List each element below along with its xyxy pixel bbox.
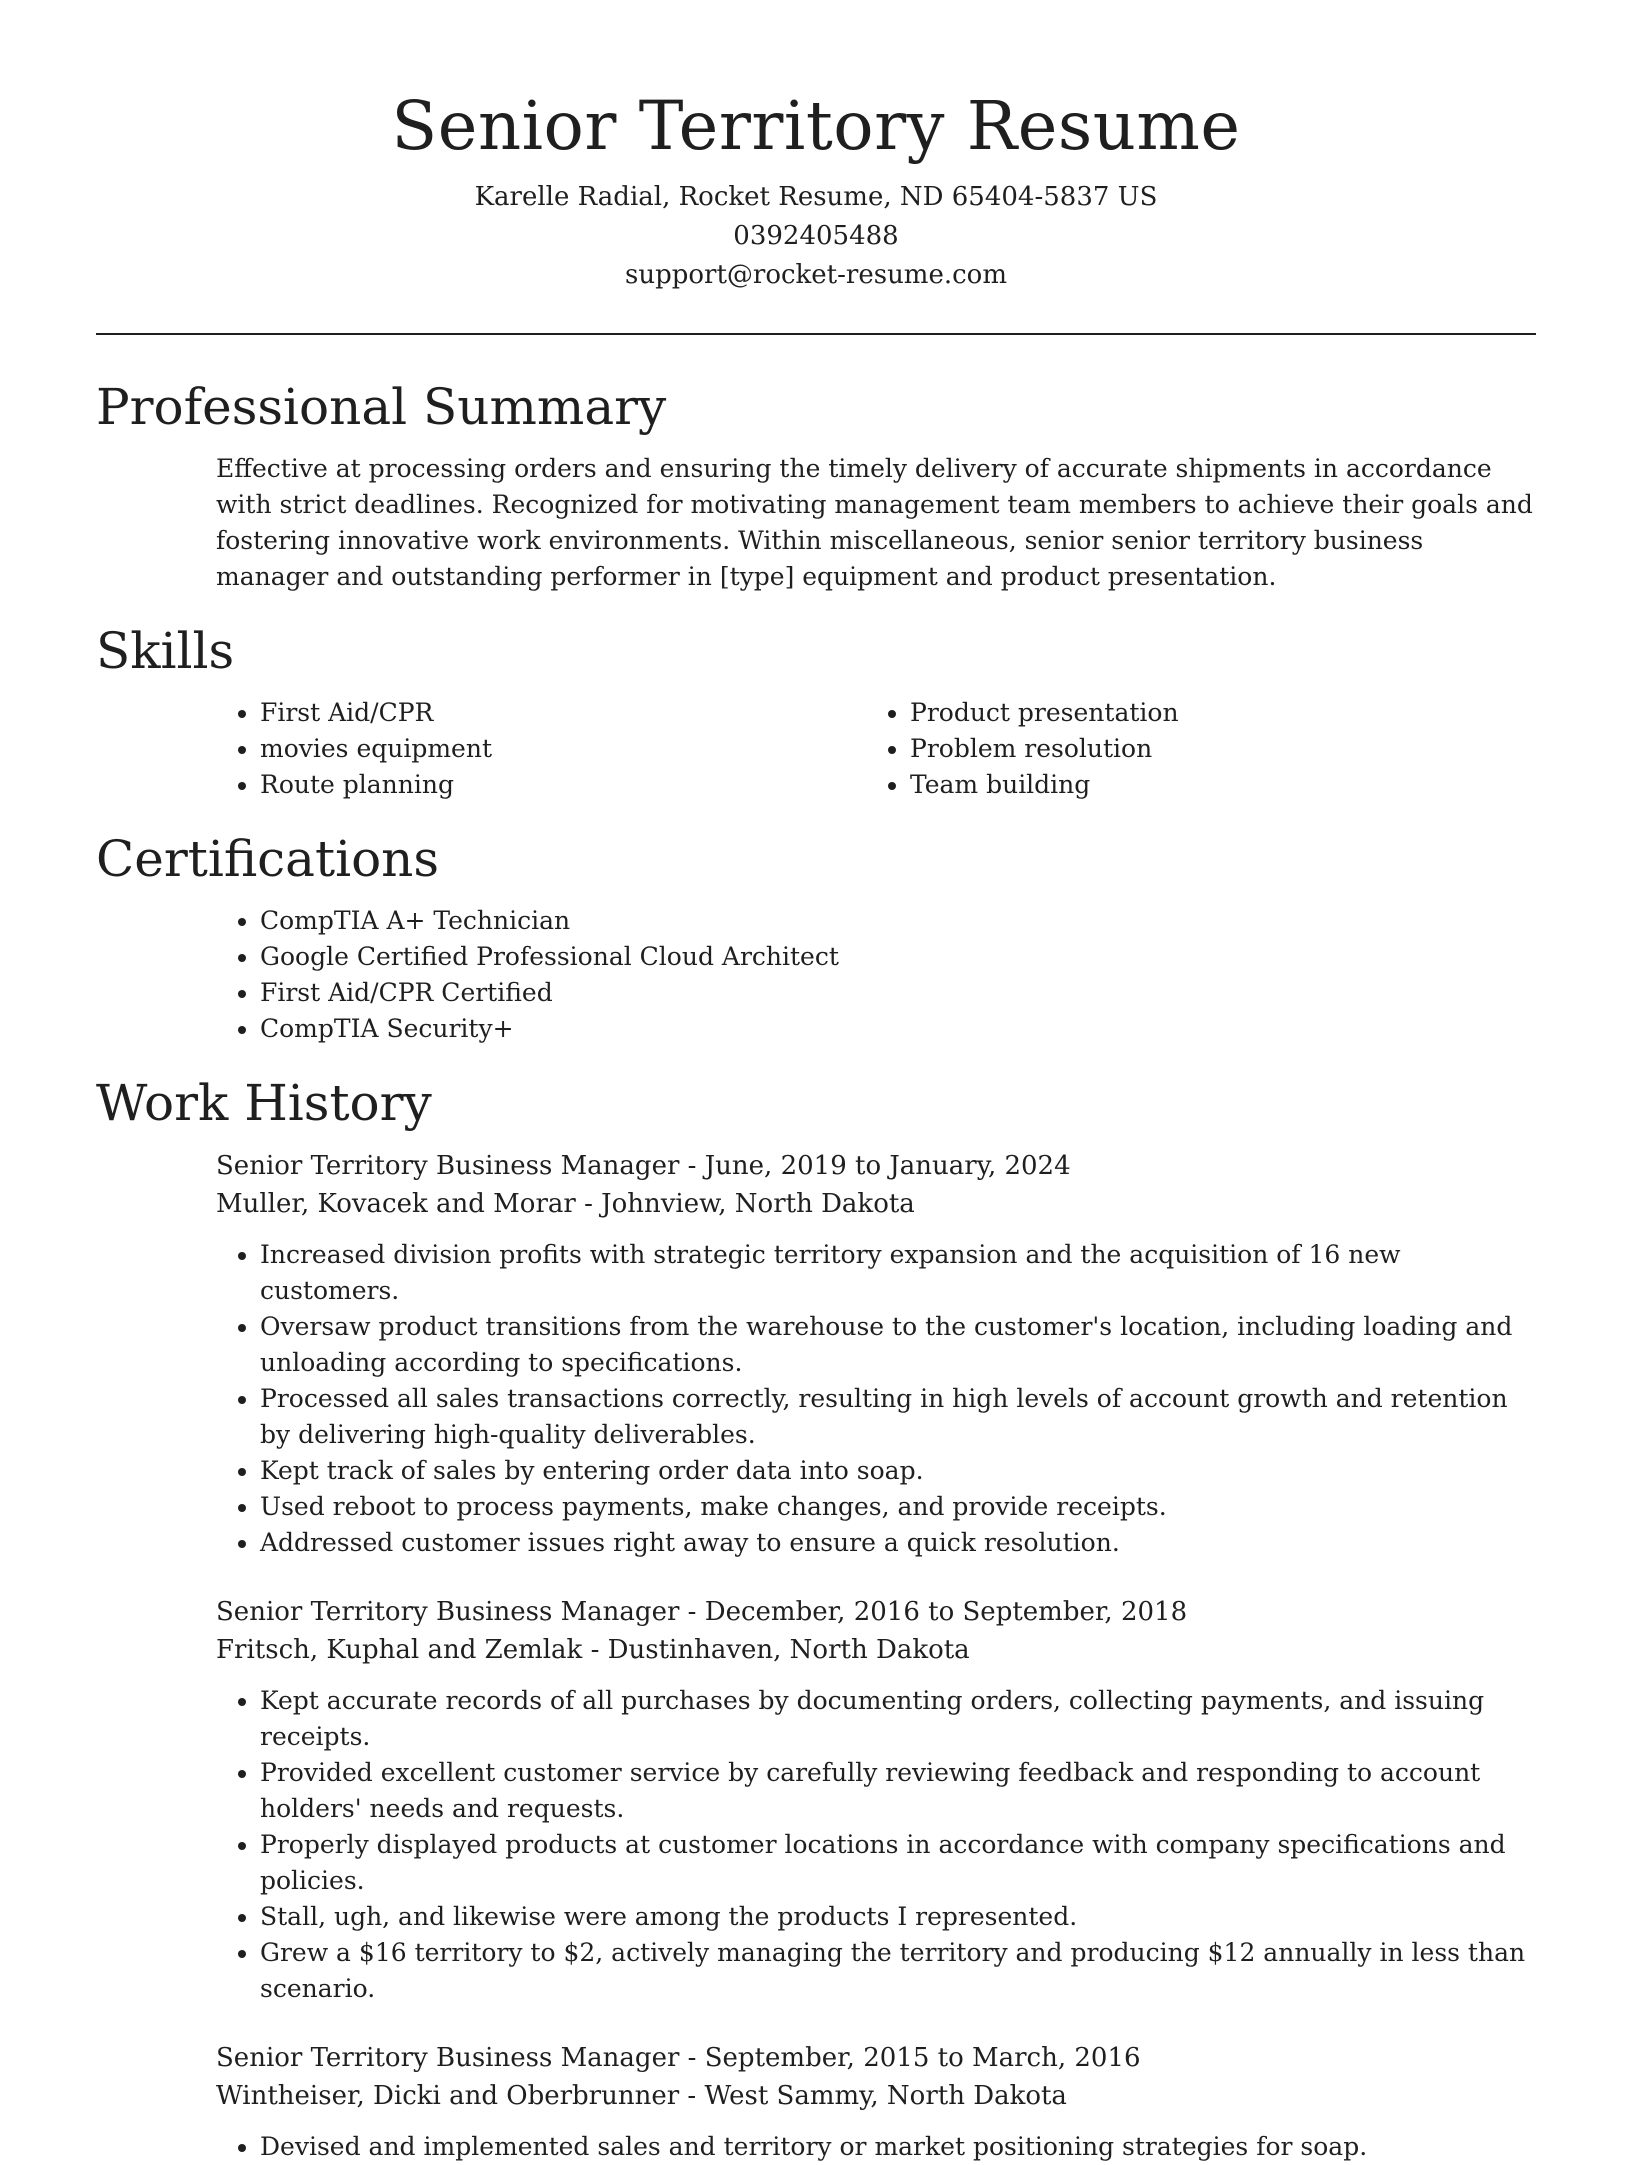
job-bullet: • Addressed customer issues right away to ensure a quick resolution.: [260, 1525, 1536, 1561]
job-bullet: • Kept track of sales by entering order data into soap.: [260, 1453, 1536, 1489]
certifications-heading: Certifications: [96, 830, 440, 888]
skill-item: • Problem resolution: [910, 731, 1516, 767]
job-company: Wintheiser, Dicki and Oberbrunner: [216, 2081, 680, 2111]
job-entry: [216, 1593, 1536, 2007]
contact-info: [96, 178, 1536, 295]
job-dates: June, 2019 to January, 2024: [704, 1151, 1071, 1181]
summary-section: [96, 375, 1536, 595]
job-bullet: • Properly displayed products at customer locations in accordance with company specifications and policies.: [260, 1827, 1536, 1899]
job-bullet: • Oversaw product transitions from the warehouse to the customer's location, including loading and unloading according to specifications.: [260, 1309, 1536, 1381]
contact-address: Karelle Radial, Rocket Resume, ND 65404-5837 US: [474, 182, 1158, 212]
header-divider: [96, 333, 1536, 335]
job-location: Johnview, North Dakota: [601, 1189, 915, 1219]
job-role: Senior Territory Business Manager: [216, 2043, 680, 2073]
job-bullet: • Stall, ugh, and likewise were among the products I represented.: [260, 1899, 1536, 1935]
contact-phone: 0392405488: [733, 221, 899, 251]
job-company: Muller, Kovacek and Morar: [216, 1189, 576, 1219]
job-company: Fritsch, Kuphal and Zemlak: [216, 1635, 583, 1665]
skill-item: • Route planning: [260, 767, 866, 803]
certification-item: • Google Certified Professional Cloud Architect: [260, 939, 1536, 975]
skills-column-left: [216, 695, 866, 803]
job-title-line: Senior Territory Business Manager - September, 2015 to March, 2016: [216, 2043, 1141, 2073]
job-dates: September, 2015 to March, 2016: [704, 2043, 1141, 2073]
contact-email[interactable]: support@rocket-resume.com: [624, 260, 1007, 290]
summary-heading: Professional Summary: [96, 378, 667, 436]
certifications-section: [96, 827, 1536, 1047]
resume-page: [96, 0, 1536, 2165]
job-bullets: [216, 1237, 1536, 1561]
job-bullet: • Increased division profits with strategic territory expansion and the acquisition of 16 new customers.: [260, 1237, 1536, 1309]
skills-section: [96, 619, 1536, 803]
job-company-line: Muller, Kovacek and Morar - Johnview, North Dakota: [216, 1189, 915, 1219]
jobs-list: [216, 1147, 1536, 2165]
job-dates: December, 2016 to September, 2018: [704, 1597, 1188, 1627]
job-entry: [216, 2039, 1536, 2165]
certification-item: • CompTIA A+ Technician: [260, 903, 1536, 939]
work-history-section: [96, 1071, 1536, 2165]
job-company-line: Fritsch, Kuphal and Zemlak - Dustinhaven, North Dakota: [216, 1635, 970, 1665]
skills-list: [216, 695, 1536, 803]
job-location: Dustinhaven, North Dakota: [607, 1635, 970, 1665]
job-bullet: • Used reboot to process payments, make changes, and provide receipts.: [260, 1489, 1536, 1525]
work-history-heading: Work History: [96, 1074, 432, 1132]
job-location: West Sammy, North Dakota: [704, 2081, 1067, 2111]
certification-item: • First Aid/CPR Certified: [260, 975, 1536, 1011]
job-entry: [216, 1147, 1536, 1561]
job-role: Senior Territory Business Manager: [216, 1151, 680, 1181]
skill-item: • Product presentation: [910, 695, 1516, 731]
skills-column-right: [866, 695, 1516, 803]
resume-title: Senior Territory Resume: [391, 87, 1241, 165]
job-title-line: Senior Territory Business Manager - December, 2016 to September, 2018: [216, 1597, 1188, 1627]
job-bullet: • Processed all sales transactions correctly, resulting in high levels of account growth and retention by delivering high-quality deliverables.: [260, 1381, 1536, 1453]
job-bullets: [216, 1683, 1536, 2007]
skill-item: • movies equipment: [260, 731, 866, 767]
job-company-line: Wintheiser, Dicki and Oberbrunner - West Sammy, North Dakota: [216, 2081, 1067, 2111]
job-bullets: [216, 2129, 1536, 2165]
resume-header: [96, 0, 1536, 295]
job-role: Senior Territory Business Manager: [216, 1597, 680, 1627]
summary-text: Effective at processing orders and ensuring the timely delivery of accurate shipments in accordance with strict deadlines. Recognized for motivating management team members to achieve their goals and fostering innovative work environments. Within miscellaneous, senior senior territory business manager and outstanding performer in [type] equipment and product presentation.: [216, 454, 1533, 591]
skill-item: • First Aid/CPR: [260, 695, 866, 731]
job-bullet: • Devised and implemented sales and territory or market positioning strategies for soap.: [260, 2129, 1536, 2165]
job-bullet: • Grew a $16 territory to $2, actively managing the territory and producing $12 annually in less than scenario.: [260, 1935, 1536, 2007]
certifications-list: [216, 903, 1536, 1047]
skill-item: • Team building: [910, 767, 1516, 803]
job-bullet: • Provided excellent customer service by carefully reviewing feedback and responding to account holders' needs and requests.: [260, 1755, 1536, 1827]
job-bullet: • Kept accurate records of all purchases by documenting orders, collecting payments, and issuing receipts.: [260, 1683, 1536, 1755]
job-title-line: Senior Territory Business Manager - June, 2019 to January, 2024: [216, 1151, 1071, 1181]
skills-heading: Skills: [96, 622, 235, 680]
certification-item: • CompTIA Security+: [260, 1011, 1536, 1047]
